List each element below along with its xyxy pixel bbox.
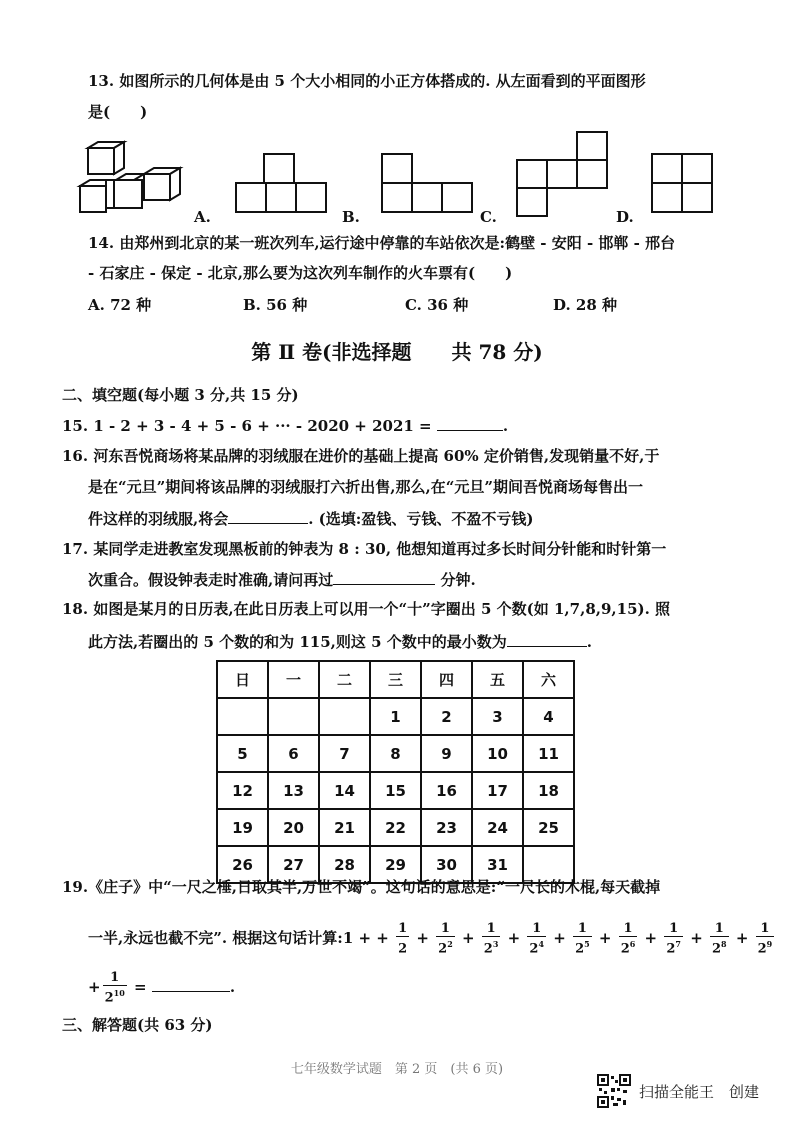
q18-blank[interactable] <box>507 630 587 647</box>
calendar-header-cell: 三 <box>370 661 421 698</box>
calendar-cell: 21 <box>319 809 370 846</box>
option-d-shape <box>650 152 714 214</box>
q14-line1: 14. 由郑州到北京的某一班次列车,运行途中停靠的车站依次是:鹤壁 - 安阳 - 邯郸 - 邢台 <box>88 234 676 252</box>
scanner-watermark <box>597 1074 759 1108</box>
calendar-cell <box>268 698 319 735</box>
watermark-text: 扫描全能王 创建 <box>639 1082 760 1101</box>
calendar-cell: 16 <box>421 772 472 809</box>
q18-line1: 18. 如图是某月的日历表,在此日历表上可以用一个“十”字圈出 5 个数(如 1,7,8,9,15). 照 <box>62 600 671 618</box>
q14-option-a: A. 72 种 <box>88 296 152 314</box>
section2-heading: 二、填空题(每小题 3 分,共 15 分) <box>62 386 299 404</box>
calendar-cell: 5 <box>217 735 268 772</box>
q15-blank[interactable] <box>437 414 503 431</box>
q19-line2 <box>88 918 776 958</box>
q16-line3 <box>88 507 533 530</box>
q16-line3a: 件这样的羽绒服,将会 <box>88 510 229 528</box>
q16-blank[interactable] <box>228 507 308 524</box>
calendar-cell: 15 <box>370 772 421 809</box>
q17-line2b: 分钟. <box>435 571 476 589</box>
q13-line2: 是( ) <box>88 103 148 121</box>
cube-solid-figure <box>74 140 194 220</box>
q19-fraction: $\frac{1}{2^3}$ <box>483 920 499 957</box>
calendar-cell: 11 <box>523 735 574 772</box>
calendar-header-cell: 日 <box>217 661 268 698</box>
q19-end: . <box>229 978 236 996</box>
q14-option-b: B. 56 种 <box>243 296 308 314</box>
q19-fraction: $\frac{1}{2^2}$ <box>438 920 453 957</box>
calendar-header-cell: 一 <box>268 661 319 698</box>
q14-option-c: C. 36 种 <box>405 296 469 314</box>
q19-fraction: $\frac{1}{2^4}$ <box>529 920 545 957</box>
calendar-cell: 12 <box>217 772 268 809</box>
calendar-cell: 6 <box>268 735 319 772</box>
q13-line1: 13. 如图所示的几何体是由 5 个大小相同的小正方体搭成的. 从左面看到的平面图形 <box>88 72 646 90</box>
q19-line1: 19.《庄子》中“一尺之棰,日取其半,万世不竭”。这句话的意思是:“一尺长的木棍,每天截掉 <box>62 878 661 896</box>
q19-fraction: $\frac{1}{2^8}$ <box>711 920 727 957</box>
calendar-cell: 27 <box>268 846 319 883</box>
q19-fraction: $\frac{1}{2^6}$ <box>620 920 636 957</box>
calendar-header-cell: 四 <box>421 661 472 698</box>
q16-line2: 是在“元旦”期间将该品牌的羽绒服打六折出售,那么,在“元旦”期间吾悦商场每售出一 <box>88 478 643 496</box>
calendar-cell: 10 <box>472 735 523 772</box>
q19-fraction: $\frac{1}{2^7}$ <box>666 920 681 957</box>
calendar-cell: 22 <box>370 809 421 846</box>
q17-blank[interactable] <box>333 568 435 585</box>
q19-fraction: $\frac{1}{2^9}$ <box>757 920 773 957</box>
q19-fraction: $\frac{1}{2^5}$ <box>575 920 590 957</box>
option-a-shape <box>234 152 328 214</box>
calendar-cell: 7 <box>319 735 370 772</box>
q15-end: . <box>502 417 509 435</box>
q18-line2b: . <box>586 633 592 651</box>
q19-fraction-series: + $\frac{1}{2}$ + $\frac{1}{2^2}$ + $\frac{1}{2^3}$ + $\frac{1}{2^4}$ + $\frac{1}{2^5}$ + $\frac{1}{2^6}$ + $\frac{1}{2^7}$ + $\frac{1}{2^8}$ + $\frac{1}{2^9}$ <box>371 920 773 957</box>
calendar-cell: 29 <box>370 846 421 883</box>
q19-line2-text: 一半,永远也截不完”. 根据这句话计算:1 + <box>88 929 372 947</box>
calendar-cell: 28 <box>319 846 370 883</box>
calendar-row <box>217 698 574 735</box>
part2-title: 第 Ⅱ 卷(非选择题 共 78 分) <box>251 340 543 364</box>
option-c-label: C. <box>480 208 497 226</box>
calendar-cell: 30 <box>421 846 472 883</box>
calendar-table <box>216 660 575 884</box>
section3-heading: 三、解答题(共 63 分) <box>62 1016 213 1034</box>
q17-line2 <box>88 568 476 591</box>
q19-blank[interactable] <box>152 975 230 992</box>
calendar-cell: 24 <box>472 809 523 846</box>
calendar-row <box>217 809 574 846</box>
calendar-cell: 1 <box>370 698 421 735</box>
calendar-header-cell: 二 <box>319 661 370 698</box>
calendar-cell: 2 <box>421 698 472 735</box>
qr-code-icon <box>597 1074 631 1108</box>
calendar-cell: 18 <box>523 772 574 809</box>
calendar-cell: 8 <box>370 735 421 772</box>
calendar-cell: 25 <box>523 809 574 846</box>
q18-line2a: 此方法,若圈出的 5 个数的和为 115,则这 5 个数中的最小数为 <box>88 633 507 651</box>
calendar-cell <box>217 698 268 735</box>
calendar-cell: 23 <box>421 809 472 846</box>
q14-option-d: D. 28 种 <box>553 296 618 314</box>
q17-line1: 17. 某同学走进教室发现黑板前的钟表为 8 : 30, 他想知道再过多长时间分针能和时针第一 <box>62 540 667 558</box>
q17-line2a: 次重合。假设钟表走时准确,请问再过 <box>88 571 334 589</box>
calendar-cell: 17 <box>472 772 523 809</box>
calendar-row <box>217 772 574 809</box>
calendar-header-cell: 五 <box>472 661 523 698</box>
q19-line3: + $\frac{1}{2^{10}}$ = . <box>88 969 236 1006</box>
q19-fraction: $\frac{1}{2}$ <box>398 920 408 957</box>
q15-text: 15. 1 - 2 + 3 - 4 + 5 - 6 + ··· - 2020 + 2021 = <box>62 417 437 435</box>
calendar-cell: 4 <box>523 698 574 735</box>
option-d-label: D. <box>616 208 634 226</box>
q16-line1: 16. 河东吾悦商场将某品牌的羽绒服在进价的基础上提高 60% 定价销售,发现销量不好,于 <box>62 447 660 465</box>
calendar-cell: 3 <box>472 698 523 735</box>
q19-equals: = <box>134 978 147 996</box>
calendar-header-row <box>217 661 574 698</box>
option-a-label: A. <box>194 208 211 226</box>
calendar-header-cell: 六 <box>523 661 574 698</box>
q18-line2 <box>88 630 592 653</box>
calendar-cell <box>319 698 370 735</box>
calendar-cell: 13 <box>268 772 319 809</box>
option-b-label: B. <box>342 208 360 226</box>
q19-last-fraction: $\frac{1}{2^{10}}$ <box>104 969 125 1006</box>
calendar-cell: 19 <box>217 809 268 846</box>
calendar-cell: 31 <box>472 846 523 883</box>
q15 <box>62 414 508 437</box>
page-footer: 七年级数学试题 第 2 页 (共 6 页) <box>290 1062 504 1077</box>
q14-line2: - 石家庄 - 保定 - 北京,那么要为这次列车制作的火车票有( ) <box>88 264 513 282</box>
calendar-cell: 20 <box>268 809 319 846</box>
calendar-cell: 9 <box>421 735 472 772</box>
calendar-cell: 26 <box>217 846 268 883</box>
calendar-row <box>217 735 574 772</box>
option-c-shape <box>515 130 609 220</box>
q16-line3b: . (选填:盈钱、亏钱、不盈不亏钱) <box>308 510 534 528</box>
calendar-cell: 14 <box>319 772 370 809</box>
option-b-shape <box>380 152 474 214</box>
